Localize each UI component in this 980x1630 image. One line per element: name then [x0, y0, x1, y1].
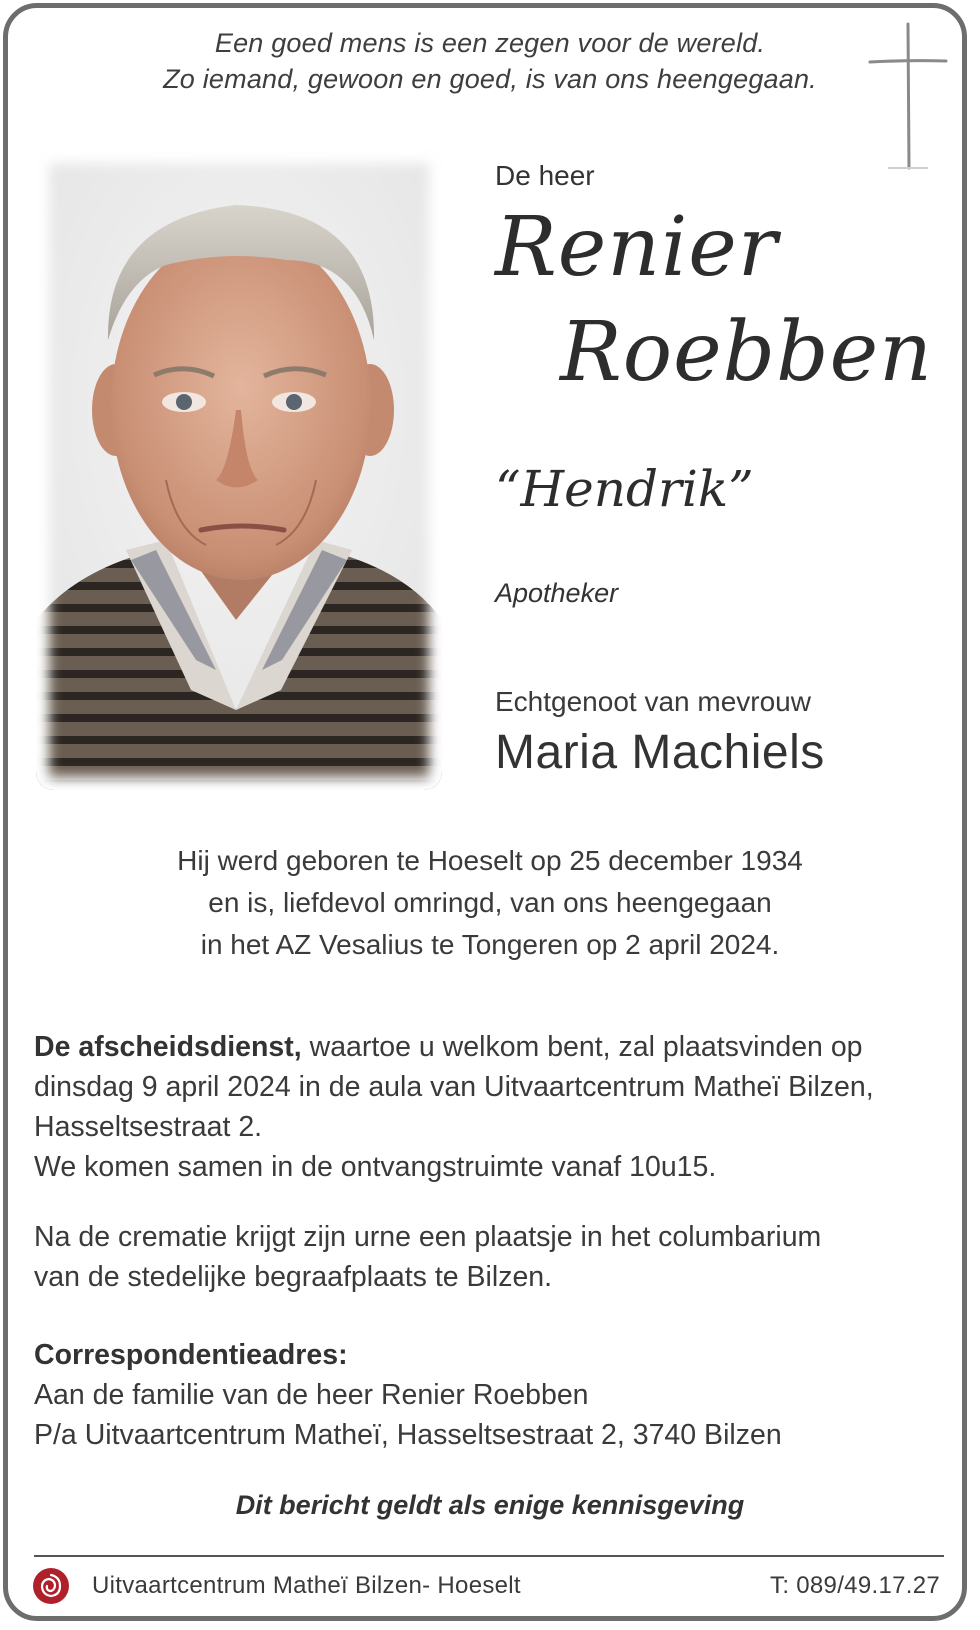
rose-logo-icon	[32, 1567, 70, 1605]
spouse-name: Maria Machiels	[495, 726, 825, 779]
quote-line-1: Een goed mens is een zegen voor de wereld.	[214, 28, 766, 58]
cross-icon	[868, 20, 948, 170]
cremation-paragraph	[34, 1217, 954, 1297]
service-line-2: dinsdag 9 april 2024 in de aula van Uitvaartcentrum Matheï Bilzen,	[34, 1071, 874, 1103]
footer-phone: T: 089/49.17.27	[770, 1572, 940, 1599]
quote-line-2: Zo iemand, gewoon en goed, is van ons heengegaan.	[163, 64, 817, 94]
service-line-4: We komen samen in de ontvangstruimte vanaf 10u15.	[34, 1151, 717, 1183]
spouse-label: Echtgenoot van mevrouw	[495, 686, 811, 717]
cremation-line-2: van de stedelijke begraafplaats te Bilzen.	[34, 1261, 553, 1293]
birth-death-line-1: Hij werd geboren te Hoeselt op 25 december 1934	[177, 845, 803, 876]
profession: Apotheker	[495, 578, 619, 608]
service-paragraph	[34, 1027, 954, 1187]
last-name: Roebben	[560, 305, 933, 400]
service-line-3: Hasseltsestraat 2.	[34, 1111, 263, 1143]
footer-company: Uitvaartcentrum Matheï Bilzen- Hoeselt	[92, 1572, 521, 1599]
service-lead: De afscheidsdienst,	[34, 1031, 302, 1063]
footer-divider	[34, 1555, 944, 1557]
service-line-1-rest: waartoe u welkom bent, zal plaatsvinden op	[301, 1031, 863, 1063]
correspondence-line-1: Aan de familie van de heer Renier Roebben	[34, 1379, 589, 1411]
cremation-line-1: Na de crematie krijgt zijn urne een plaatsje in het columbarium	[34, 1221, 822, 1253]
nickname: “Hendrik”	[495, 460, 754, 518]
correspondence-line-2: P/a Uitvaartcentrum Matheï, Hasseltsestraat 2, 3740 Bilzen	[34, 1419, 782, 1451]
honorific-title: De heer	[495, 160, 595, 191]
birth-death-line-2: en is, liefdevol omringd, van ons heengegaan	[208, 887, 772, 918]
first-name: Renier	[495, 200, 779, 295]
correspondence-paragraph	[34, 1335, 954, 1455]
service-line-1	[34, 1027, 954, 1067]
birth-death-line-3: in het AZ Vesalius te Tongeren op 2 april 2024.	[200, 929, 780, 960]
notice-text: Dit bericht geldt als enige kennisgeving	[235, 1490, 745, 1520]
portrait-photo	[36, 150, 442, 790]
correspondence-heading: Correspondentieadres:	[34, 1339, 348, 1371]
